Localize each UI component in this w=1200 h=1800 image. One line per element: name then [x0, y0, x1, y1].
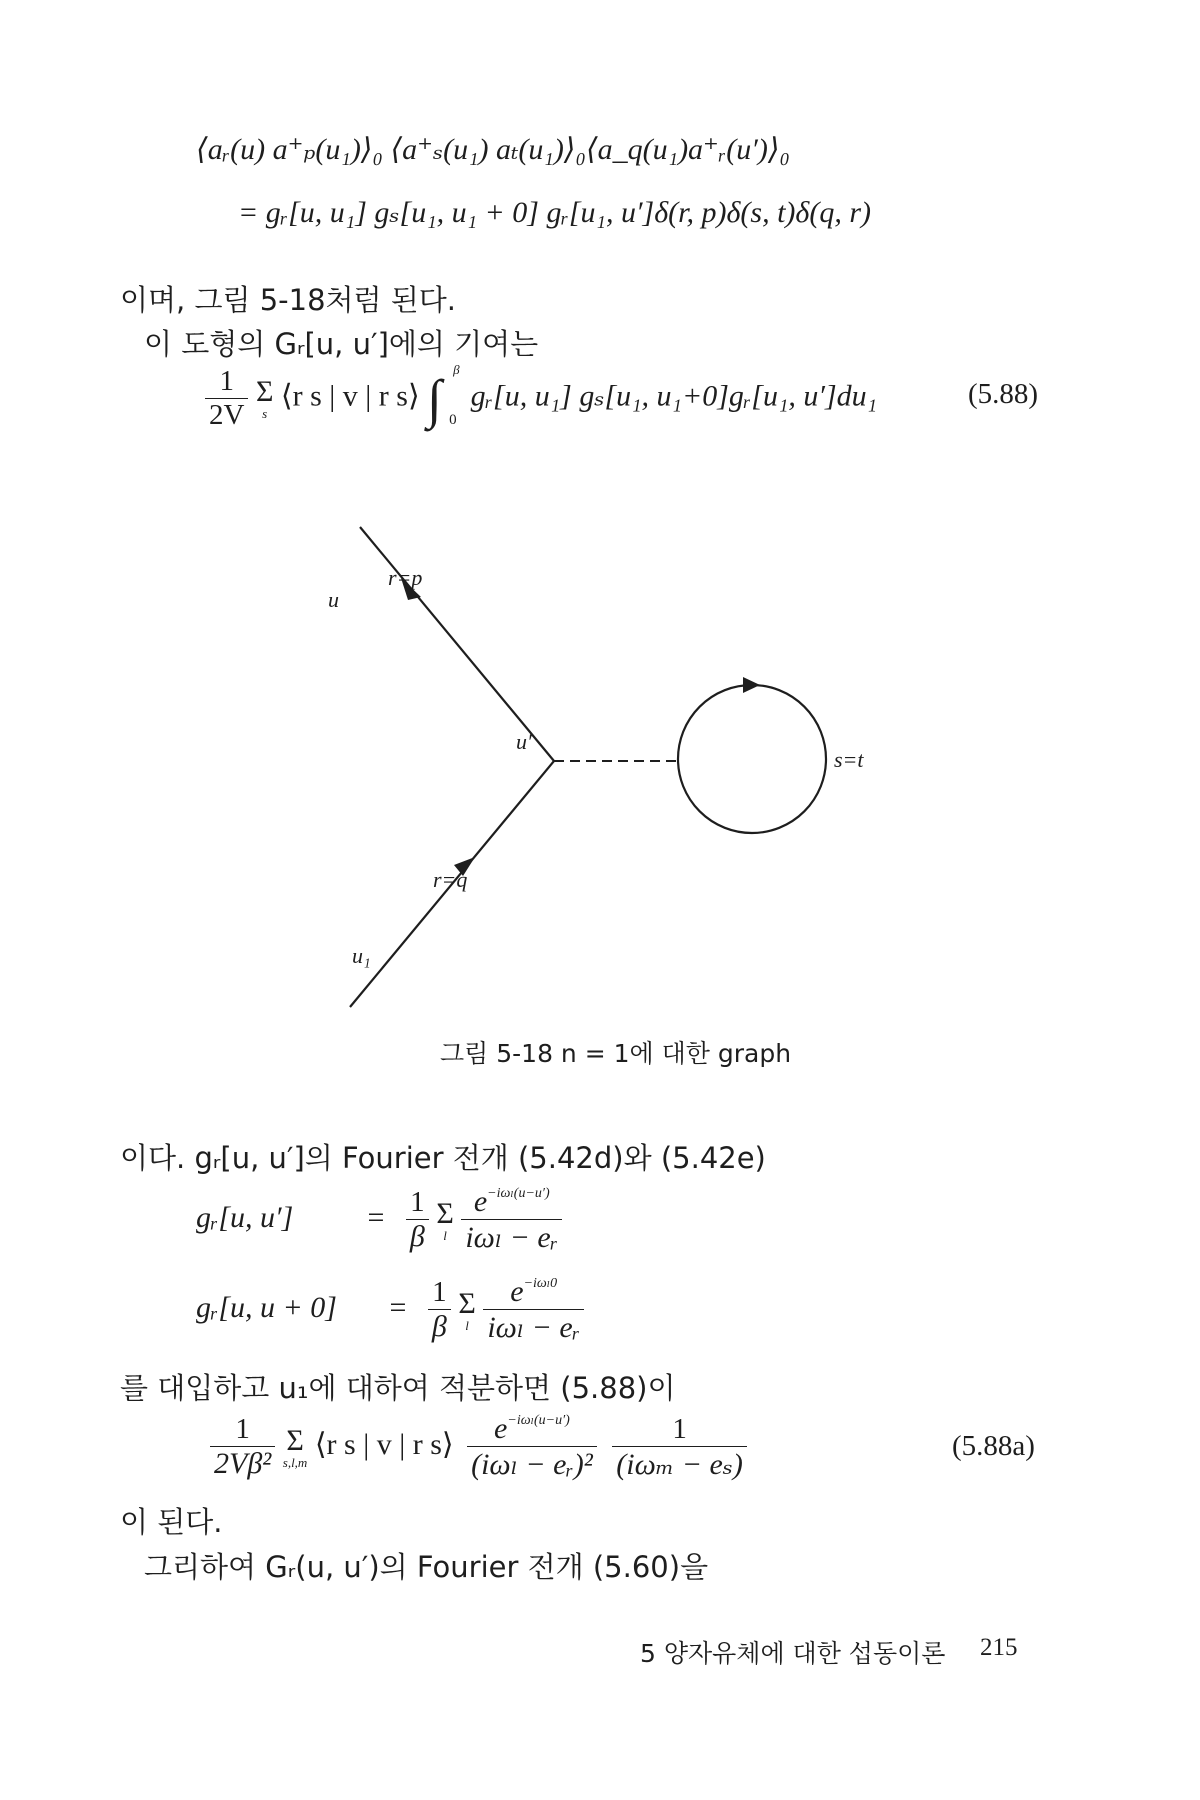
equation-5-88a — [210, 1412, 747, 1482]
fourier1-sum: Σ l — [436, 1196, 454, 1243]
eq588a-f1-num: e — [494, 1412, 508, 1445]
label-u-prime: u′ — [516, 729, 532, 754]
fourier1-fraction — [461, 1185, 562, 1255]
label-u: u — [328, 587, 339, 612]
loop-circle — [678, 685, 826, 833]
feynman-diagram — [300, 505, 900, 1025]
paragraph-text-6: 그리하여 Gᵣ(u, u′)의 Fourier 전개 (5.60)을 — [144, 1550, 709, 1584]
page-number: 215 — [980, 1634, 1018, 1661]
fourier1-coef-den: β — [409, 1220, 425, 1253]
fourier1-exponent: −iωₗ(u−u′) — [487, 1186, 550, 1201]
fourier1-equals: = — [367, 1200, 385, 1234]
paragraph-text-4: 를 대입하고 u₁에 대하여 적분하면 (5.88)이 — [120, 1371, 676, 1405]
paragraph-text-3: 이다. gᵣ[u, u′]의 Fourier 전개 (5.42d)와 (5.42e) — [120, 1141, 766, 1175]
paragraph-text-1: 이며, 그림 5-18처럼 된다. — [120, 283, 457, 317]
fourier2-sum-index: l — [465, 1317, 469, 1333]
fourier1-lhs: gᵣ[u, u′] — [196, 1200, 294, 1234]
integrand: gᵣ[u, u₁] gₛ[u₁, u₁+0]gᵣ[u₁, u′]du₁ — [470, 379, 878, 413]
matrix-element: ⟨r s | v | r s⟩ — [280, 379, 420, 413]
eq588a-f1-den: (iωₗ − eᵣ)² — [471, 1448, 593, 1481]
coef-denominator: 2V — [209, 399, 245, 431]
coef-numerator: 1 — [205, 365, 248, 399]
fourier1-denominator: iωₗ − eᵣ — [465, 1221, 559, 1254]
integral-group — [427, 361, 463, 430]
equation-top-line1: ⟨aᵣ(u) a⁺ₚ(u₁)⟩₀ ⟨a⁺ₛ(u₁) aₜ(u₁)⟩₀⟨a_q(u₁)a⁺ᵣ(u′)⟩₀ — [196, 133, 790, 166]
eq588a-f2-den: (iωₘ − eₛ) — [616, 1447, 743, 1481]
fourier2-coef-num: 1 — [428, 1276, 451, 1310]
eq588a-sum-index: s,l,m — [282, 1454, 308, 1470]
fourier2-fraction — [483, 1275, 584, 1345]
equation-number-5-88a: (5.88a) — [952, 1430, 1035, 1462]
incoming-line-top — [360, 527, 554, 761]
eq588a-fraction-1 — [467, 1412, 597, 1482]
fourier2-numerator: e — [510, 1275, 524, 1308]
integral-lower: 0 — [449, 411, 457, 428]
loop-arrow-icon — [743, 677, 760, 693]
fourier1-numerator: e — [473, 1185, 488, 1218]
eq588a-sum: Σ s,l,m — [282, 1423, 308, 1470]
fourier2-coef-den: β — [431, 1310, 447, 1343]
label-r-eq-p: r=p — [388, 565, 423, 590]
coefficient-fraction — [205, 365, 248, 432]
sum-symbol: Σ s — [255, 375, 274, 421]
paragraph-text-2: 이 도형의 Gᵣ[u, u′]에의 기여는 — [144, 327, 539, 361]
running-footer-title: 5 양자유체에 대한 섭동이론 — [640, 1639, 946, 1668]
integral-upper: β — [453, 361, 460, 377]
fourier2-lhs: gᵣ[u, u + 0] — [196, 1290, 337, 1324]
fourier2-sum: Σ l — [458, 1286, 476, 1333]
fourier2-exponent: −iωₗ0 — [523, 1276, 558, 1291]
label-u1: u₁ — [352, 943, 371, 968]
eq588a-matrix-element: ⟨r s | v | r s⟩ — [314, 1427, 454, 1461]
eq588a-f1-exponent: −iωₗ(u−u′) — [507, 1413, 570, 1428]
fourier2-coef — [428, 1276, 451, 1344]
fourier1-coef-num: 1 — [406, 1186, 429, 1220]
equation-fourier-1 — [196, 1185, 562, 1255]
fourier1-sum-index: l — [443, 1227, 447, 1243]
eq588a-coef — [210, 1413, 275, 1481]
paragraph-text-5: 이 된다. — [120, 1505, 223, 1539]
equation-top-line2: = gᵣ[u, u₁] gₛ[u₁, u₁ + 0] gᵣ[u₁, u′]δ(r, p)δ(s, t)δ(q, r) — [238, 196, 872, 229]
sum-index: s — [262, 406, 268, 421]
equation-number-5-88: (5.88) — [968, 378, 1039, 410]
label-r-eq-q: r=q — [433, 867, 468, 892]
eq588a-fraction-2 — [612, 1413, 747, 1482]
equation-5-88 — [205, 361, 878, 432]
figure-caption: 그림 5-18 n = 1에 대한 graph — [440, 1039, 792, 1068]
eq588a-coef-num: 1 — [210, 1413, 275, 1447]
eq588a-f2-num: 1 — [612, 1413, 747, 1447]
fourier2-equals: = — [389, 1290, 407, 1324]
eq588a-coef-den: 2Vβ² — [214, 1447, 272, 1480]
fourier1-coef — [406, 1186, 429, 1254]
equation-fourier-2 — [196, 1275, 584, 1345]
label-s-eq-t: s=t — [834, 747, 864, 772]
integral-sign: ∫ — [427, 368, 442, 429]
fourier2-denominator: iωₗ − eᵣ — [487, 1311, 581, 1344]
